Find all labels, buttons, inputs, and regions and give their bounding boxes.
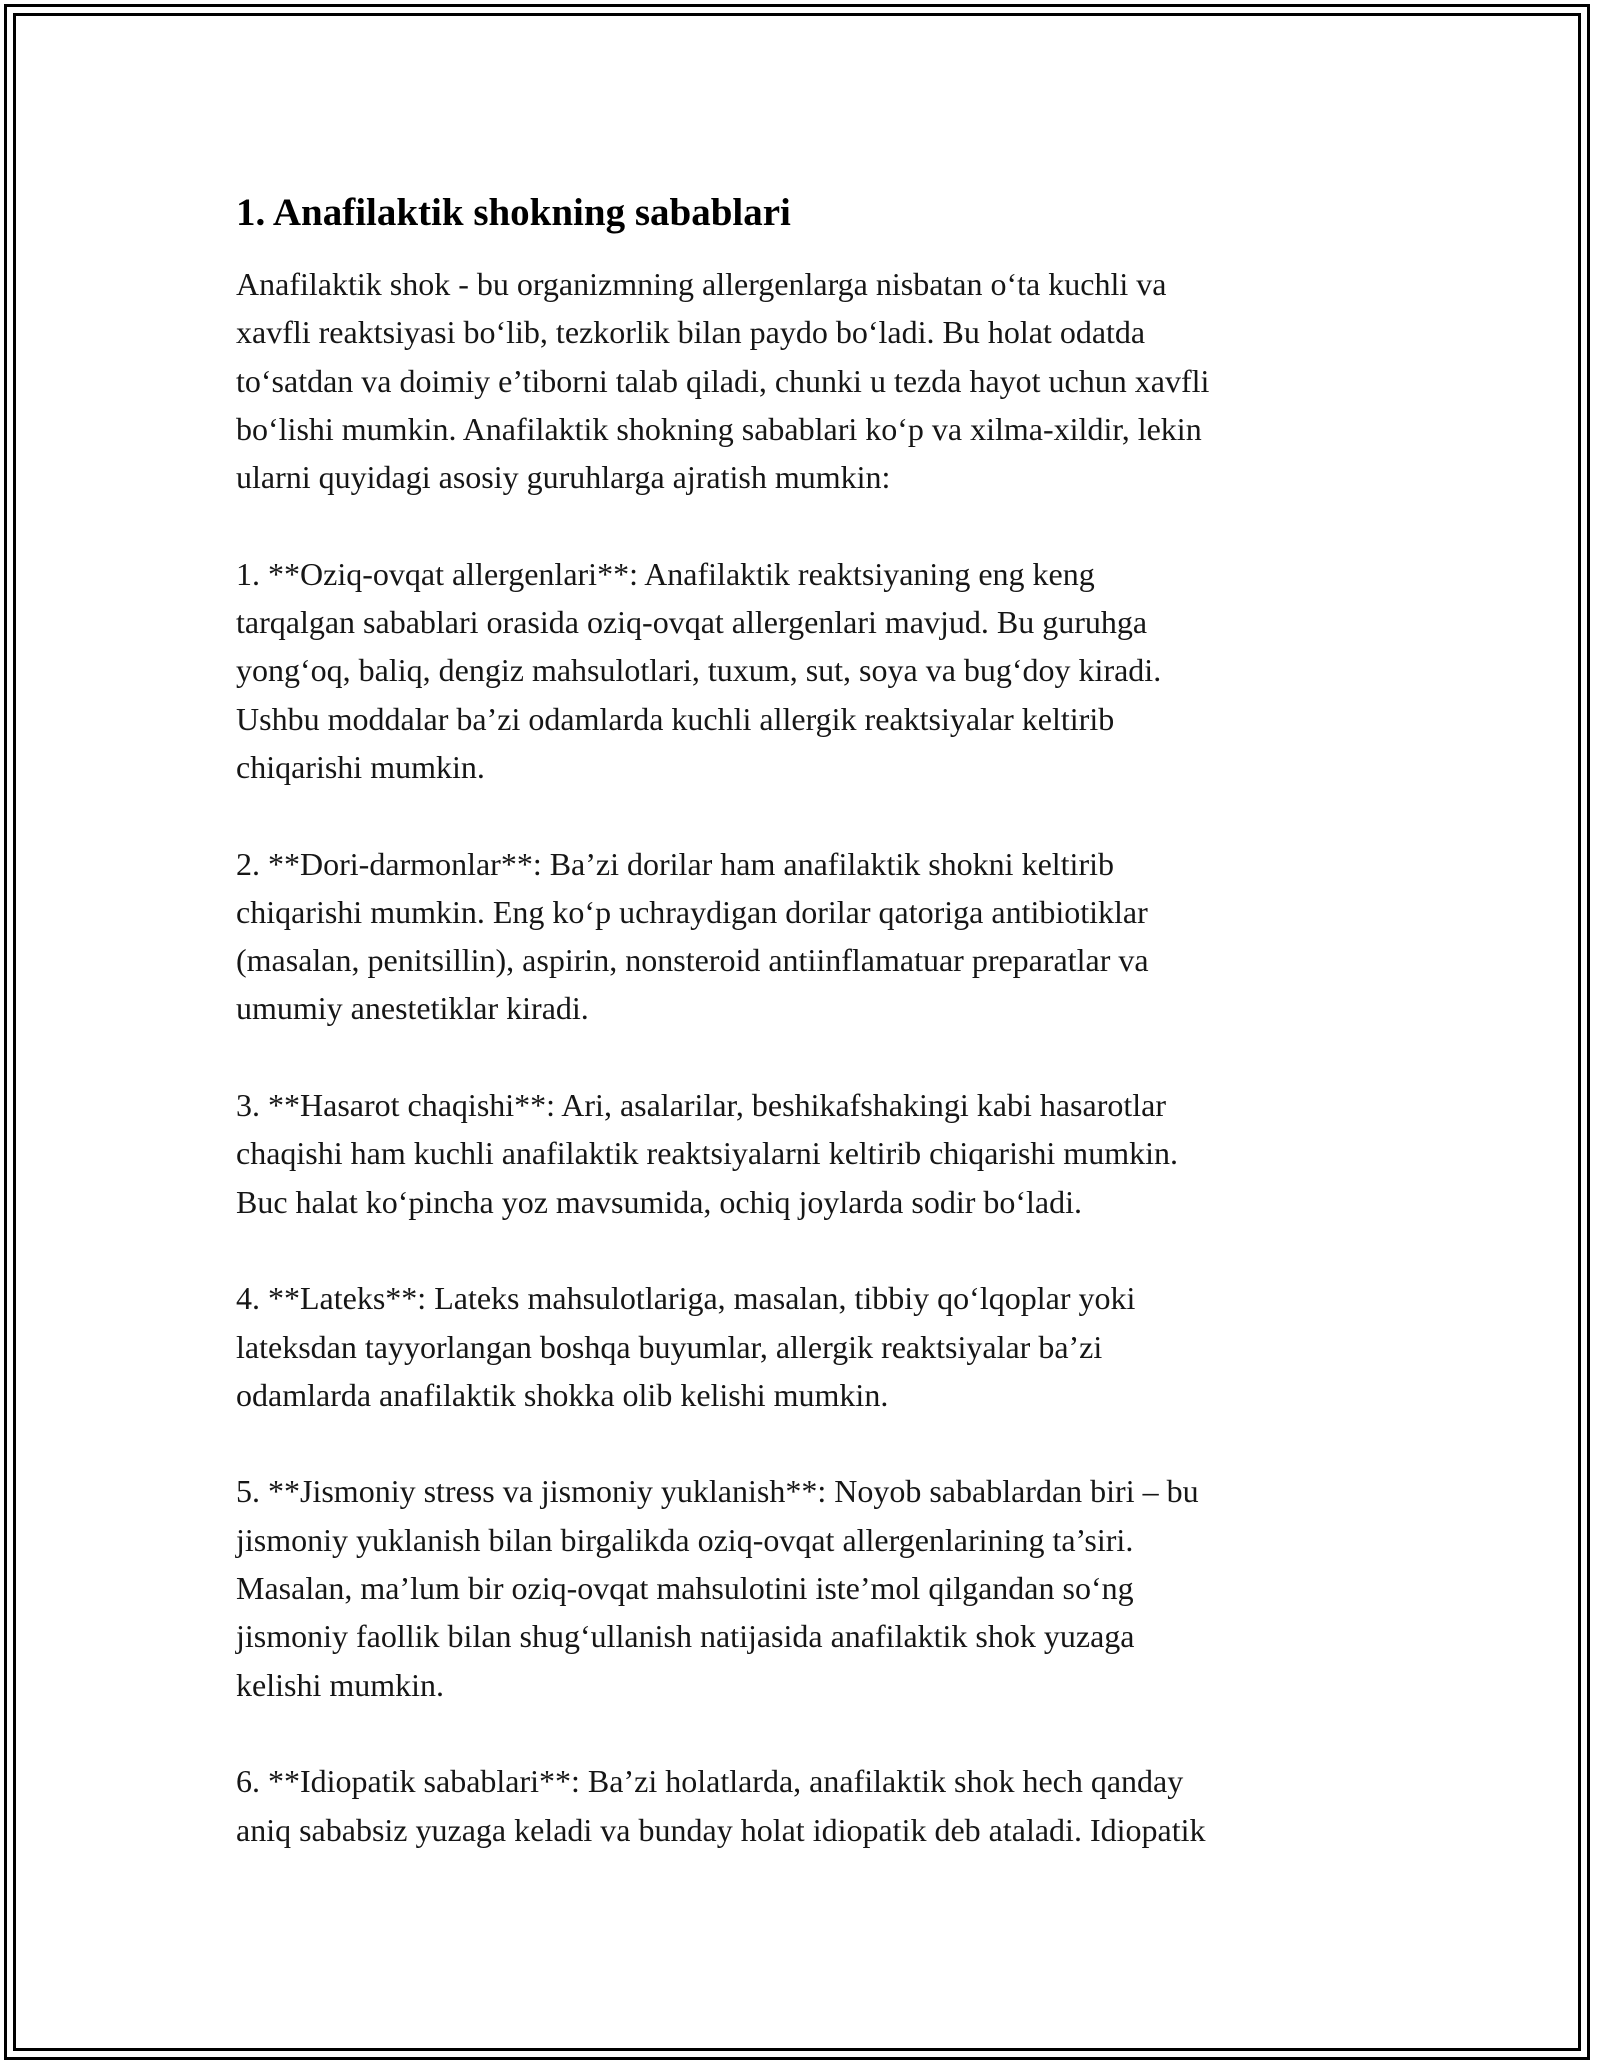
cause-latex-paragraph: 4. **Lateks**: Lateks mahsulotlariga, masalan, tibbiy qo‘lqoplar yoki lateksdan tayyorlangan boshqa buyumlar, allergik reaktsiyalar ba’zi odamlarda anafilaktik shokka olib kelishi mumkin. <box>236 1280 1136 1413</box>
cause-medications-paragraph: 2. **Dori-darmonlar**: Ba’zi dorilar ham anafilaktik shokni keltirib chiqarishi mumkin. Eng ko‘p uchraydigan dorilar qatoriga antibiotiklar (masalan, penitsillin), aspirin, nonsteroid antiinflamatuar preparatlar va umumiy anestetiklar kiradi. <box>236 845 1149 1027</box>
cause-idiopathic-paragraph: 6. **Idiopatik sabablari**: Ba’zi holatlarda, anafilaktik shok hech qanday aniq sababsiz yuzaga keladi va bunday holat idiopatik deb ataladi. Idiopatik <box>236 1763 1206 1848</box>
intro-paragraph: Anafilaktik shok - bu organizmning allergenlarga nisbatan o‘ta kuchli va xavfli reaktsiyasi bo‘lib, tezkorlik bilan paydo bo‘ladi. Bu holat odatda to‘satdan va doimiy e’tiborni talab qiladi, chunki u tezda hayot uchun xavfli bo‘lishi mumkin. Anafilaktik shokning sabablari ko‘p va xilma-xildir, lekin ularni quyidagi asosiy guruhlarga ajratish mumkin: <box>236 266 1210 496</box>
section-title: 1. Anafilaktik shokning sabablari <box>236 191 791 234</box>
cause-physical-stress-paragraph: 5. **Jismoniy stress va jismoniy yuklanish**: Noyob sabablardan biri – bu jismoniy yuklanish bilan birgalikda oziq-ovqat allergenlarining ta’siri. Masalan, ma’lum bir oziq-ovqat mahsulotini iste’mol qilgandan so‘ng jismoniy faollik bilan shug‘ullanish natijasida anafilaktik shok yuzaga kelishi mumkin. <box>236 1473 1199 1703</box>
cause-food-allergens-paragraph: 1. **Oziq-ovqat allergenlari**: Anafilaktik reaktsiyaning eng keng tarqalgan sabablari orasida oziq-ovqat allergenlari mavjud. Bu guruhga yong‘oq, baliq, dengiz mahsulotlari, tuxum, sut, soya va bug‘doy kiradi. Ushbu moddalar ba’zi odamlarda kuchli allergik reaktsiyalar keltirib chiqarishi mumkin. <box>236 555 1162 785</box>
document-body <box>236 188 1356 1854</box>
cause-insect-stings-paragraph: 3. **Hasarot chaqishi**: Ari, asalarilar, beshikafshakingi kabi hasarotlar chaqishi ham kuchli anafilaktik reaktsiyalarni keltirib chiqarishi mumkin. Buc halat ko‘pincha yoz mavsumida, ochiq joylarda sodir bo‘ladi. <box>236 1087 1178 1220</box>
